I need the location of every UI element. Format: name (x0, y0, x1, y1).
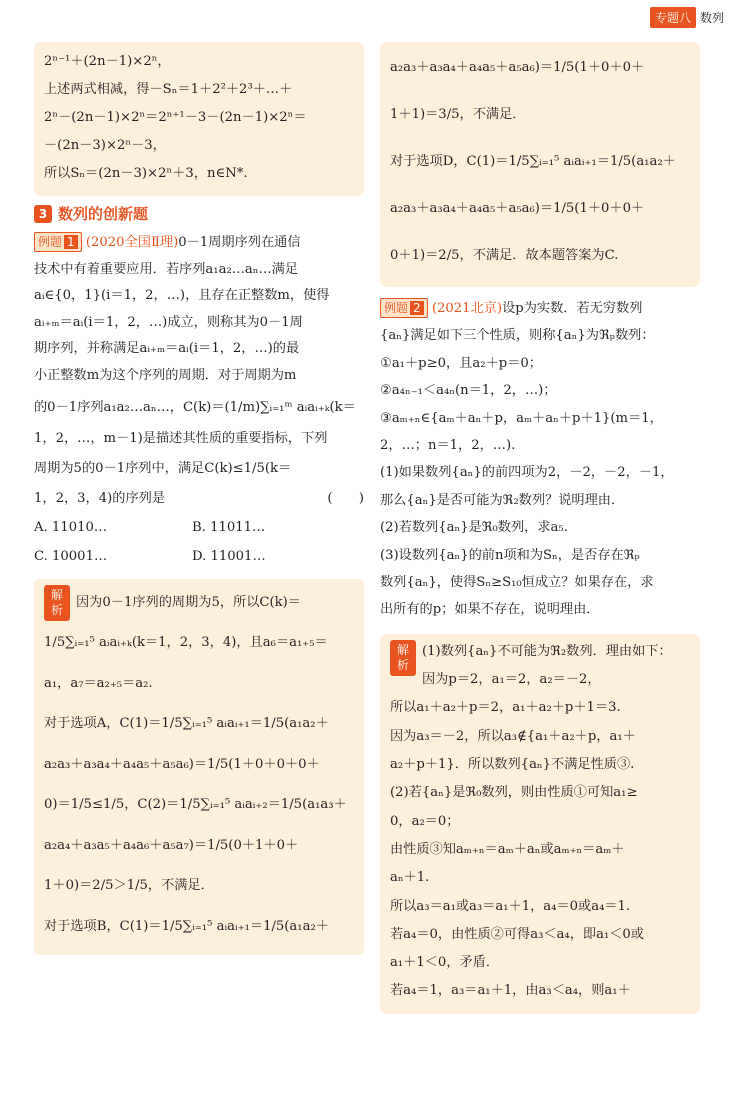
text-line: 2ⁿ－(2n－1)×2ⁿ＝2ⁿ⁺¹－3－(2n－1)×2ⁿ＝ (44, 110, 307, 125)
text-line: aₙ＋1. (390, 870, 430, 886)
text-line: 1＋1)＝3/5，不满足． (390, 107, 526, 122)
text-line: (1)数列{aₙ}不可能为ℜ₂数列．理由如下： (422, 643, 672, 659)
option-a: A. 11010… (34, 519, 108, 535)
section-title: 数列的创新题 (58, 205, 149, 223)
solution-badge: 解析 (44, 585, 70, 621)
text-line: 的0－1序列a₁a₂…aₙ…，C(k)＝(1/m)∑ᵢ₌₁ᵐ aᵢaᵢ₊ₖ(k＝ (34, 399, 356, 415)
text-line: －(2n－3)×2ⁿ－3， (44, 138, 166, 153)
text-line: (1)如果数列{aₙ}的前四项为2，－2，－2，－1， (380, 465, 674, 481)
section-heading (34, 203, 364, 224)
text-line: 1，2，3，4)的序列是 ( ) (34, 486, 364, 513)
text-line: (2)若数列{aₙ}是ℜ₀数列，求a₅. (380, 520, 568, 536)
text-line: 0，a₂＝0； (390, 813, 460, 829)
text-line: 由性质③知aₘ₊ₙ＝aₘ＋aₙ或aₘ₊ₙ＝aₘ＋ (390, 841, 625, 857)
solution-badge: 解析 (390, 640, 416, 676)
text-line: a₂a₃＋a₃a₄＋a₄a₅＋a₅a₆)＝1/5(1＋0＋0＋ (390, 60, 645, 75)
text-line: ①a₁＋p≥0，且a₂＋p＝0； (380, 355, 542, 371)
text-line: {aₙ}满足如下三个性质，则称{aₙ}为ℜₚ数列： (380, 328, 655, 344)
section-number: 3 (34, 205, 52, 223)
text-line: 2ⁿ⁻¹＋(2n－1)×2ⁿ， (44, 54, 171, 69)
answer-paren: ( ) (327, 491, 364, 507)
solution-2-box (380, 634, 700, 1014)
text-line: aᵢ₊ₘ＝aᵢ(i＝1，2，…)成立，则称其为0－1周 (34, 314, 303, 330)
right-column (380, 42, 700, 1014)
left-top-box (34, 42, 364, 196)
example-source: (2020全国Ⅱ理) (85, 235, 179, 250)
text-line: 数列{aₙ}，使得Sₙ≥S₁₀恒成立？如果存在，求 (380, 575, 654, 591)
text-line: 对于选项D，C(1)＝1/5∑ᵢ₌₁⁵ aᵢaᵢ₊₁＝1/5(a₁a₂＋ (390, 154, 676, 169)
right-top-box (380, 42, 700, 287)
text-line: 因为a₃＝－2，所以a₃∉{a₁＋a₂＋p，a₁＋ (390, 728, 636, 744)
example-source: (2021北京) (431, 301, 503, 316)
text-line: 0＋1)＝2/5，不满足．故本题答案为C. (390, 248, 619, 263)
text-line: ③aₘ₊ₙ∈{aₘ＋aₙ＋p，aₘ＋aₙ＋p＋1}(m＝1， (380, 410, 663, 426)
left-column (34, 42, 364, 955)
text-line: 1，2，…，m－1)是描述其性质的重要指标，下列 (34, 430, 328, 446)
text-line: a₂＋p＋1}．所以数列{aₙ}不满足性质③. (390, 757, 635, 773)
text-line: 例题 2 (2021北京)设p为实数．若无穷数列 (380, 295, 700, 322)
option-d: D. 11001… (192, 548, 266, 564)
text-line: a₂a₃＋a₃a₄＋a₄a₅＋a₅a₆)＝1/5(1＋0＋0＋0＋ (44, 756, 320, 772)
text-line: 周期为5的0－1序列中，满足C(k)≤1/5(k＝ (34, 461, 292, 477)
text-line: (3)设数列{aₙ}的前n项和为Sₙ，是否存在ℜₚ (380, 547, 640, 563)
text-line: 对于选项A，C(1)＝1/5∑ᵢ₌₁⁵ aᵢaᵢ₊₁＝1/5(a₁a₂＋ (44, 716, 329, 732)
text-line: a₁＋1＜0，矛盾． (390, 955, 500, 971)
text-line: 对于选项B，C(1)＝1/5∑ᵢ₌₁⁵ aᵢaᵢ₊₁＝1/5(a₁a₂＋ (44, 918, 329, 934)
text-line: 1/5∑ᵢ₌₁⁵ aᵢaᵢ₊ₖ(k＝1，2，3，4)，且a₆＝a₁₊₅＝ (44, 635, 328, 651)
text-line: 1＋0)＝2/5＞1/5，不满足． (44, 878, 214, 894)
chapter-tab (650, 6, 724, 28)
text-line: a₁，a₇＝a₂₊₅＝a₂. (44, 675, 153, 691)
text-line: 所以a₁＋a₂＋p＝2，a₁＋a₂＋p＋1＝3. (390, 700, 621, 716)
text-line: 因为p＝2，a₁＝2，a₂＝－2， (422, 672, 601, 688)
text-line: 所以Sₙ＝(2n－3)×2ⁿ＋3，n∈N*. (44, 166, 248, 181)
text-line: (2)若{aₙ}是ℜ₀数列，则由性质①可知a₁≥ (390, 785, 638, 801)
example-2 (380, 295, 700, 624)
text-line: 期序列，并称满足aᵢ₊ₘ＝aᵢ(i＝1，2，…)的最 (34, 341, 300, 357)
text-line: 例题 1 (2020全国Ⅱ理)0－1周期序列在通信 (34, 230, 364, 257)
chapter-label: 专题八 (650, 7, 696, 28)
text-line: 那么{aₙ}是否可能为ℜ₂数列？说明理由． (380, 492, 625, 508)
solution-1-box (34, 579, 364, 956)
text-line: 所以a₃＝a₁或a₃＝a₁＋1，a₄＝0或a₄＝1. (390, 898, 631, 914)
text-line: ②a₄ₙ₋₁＜a₄ₙ(n＝1，2，…)； (380, 383, 557, 399)
text-line: aᵢ∈{0，1}(i＝1，2，…)，且存在正整数m，使得 (34, 288, 330, 304)
text-line: 出所有的p；如果不存在，说明理由． (380, 602, 600, 618)
option-b: B. 11011… (192, 519, 266, 535)
text-line: 若a₄＝0，由性质②可得a₃＜a₄，即a₁＜0或 (390, 926, 644, 942)
option-c: C. 10001… (34, 548, 108, 564)
text-line: 2，…；n＝1，2，…). (380, 438, 516, 454)
text-line: 上述两式相减，得－Sₙ＝1＋2²＋2³＋…＋ (44, 82, 293, 97)
text-line: a₂a₄＋a₃a₅＋a₄a₆＋a₅a₇)＝1/5(0＋1＋0＋ (44, 837, 299, 853)
example-badge: 例题 1 (34, 232, 82, 252)
example-1 (34, 230, 364, 571)
text-line: 若a₄＝1，a₃＝a₁＋1，由a₃＜a₄，则a₁＋ (390, 983, 631, 999)
text-line: a₂a₃＋a₃a₄＋a₄a₅＋a₅a₆)＝1/5(1＋0＋0＋ (390, 201, 645, 216)
text-line: 技术中有着重要应用．若序列a₁a₂…aₙ…满足 (34, 261, 299, 277)
options (34, 513, 364, 571)
subject-label: 数列 (699, 10, 724, 25)
text-line: 因为0－1序列的周期为5，所以C(k)＝ (76, 594, 301, 610)
example-badge: 例题 2 (380, 298, 428, 318)
text-line: 小正整数m为这个序列的周期．对于周期为m (34, 367, 297, 383)
text-line: 0)＝1/5≤1/5，C(2)＝1/5∑ᵢ₌₁⁵ aᵢaᵢ₊₂＝1/5(a₁a₃＋ (44, 797, 347, 813)
